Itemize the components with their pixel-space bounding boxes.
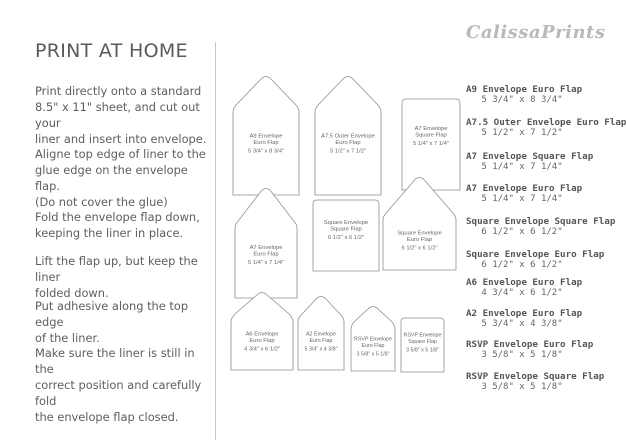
liner-name: Square Envelope [397,230,442,237]
liner-name: A9 Envelope [249,133,283,140]
legend-size: 5 1/4" x 7 1/4" [481,162,563,172]
legend-size: 3 5/8" x 5 1/8" [481,350,563,360]
liner-template [298,297,344,371]
liner-flap-type: Euro Flap [253,140,279,147]
liner-size: 6 1/2" x 6 1/2" [401,245,438,252]
legend-name: A9 Envelope Euro Flap [466,84,583,95]
legend-item [466,117,626,139]
liner-flap-type: Euro Flap [249,338,275,345]
legend-name: A7 Envelope Square Flap [466,151,594,162]
liner-flap-type: Square Flap [330,226,362,233]
legend-size: 6 1/2" x 6 1/2" [481,227,563,237]
legend-size: 5 3/4" x 8 3/4" [481,95,563,105]
legend-size: 4 3/4" x 6 1/2" [481,288,563,298]
liner-flap-type: Square Flap [415,132,447,139]
liner-flap-type: Euro Flap [335,140,361,147]
liner-template [233,77,299,196]
liner-flap-type: Euro Flap [406,236,433,243]
liner-name: A6 Envelope [245,331,279,338]
liner-size: 4 3/4" x 6 1/2" [243,346,281,353]
liner-size: 3 5/8" x 5 1/8" [356,351,390,358]
legend-item [466,277,583,299]
legend-name: Square Envelope Euro Flap [466,249,605,260]
liner-outline [235,189,297,299]
liner-name: A2 Envelope [305,331,337,338]
liner-template [402,99,460,190]
liner-template [313,200,379,271]
legend-name: RSVP Envelope Euro Flap [466,339,594,350]
legend-item [466,84,583,106]
liner-flap-type: Square Flap [408,338,437,345]
liner-size: 5 1/4" x 7 1/4" [247,260,285,267]
instruction-align: Aligne top edge of liner to the glue edge on the envelope flap. (Do not cover the glue) [35,147,206,209]
instruction-close: Make sure the liner is still in the correct position and carefully fold the envelope flap closed. [35,346,202,424]
liner-template [351,307,395,372]
legend-item [466,339,594,361]
legend-name: Square Envelope Square Flap [466,216,616,227]
liner-size: 5 1/4" x 7 1/4" [412,140,450,147]
instruction-lift: Lift the flap up, but keep the liner folded down. [35,254,198,300]
page-title: PRINT AT HOME [35,40,188,62]
liner-name: A7 Envelope [414,125,448,132]
liner-outline [401,318,444,372]
legend-name: A6 Envelope Euro Flap [466,277,583,288]
liner-flap-type: Euro Flap [309,338,333,345]
liner-template [315,77,381,196]
legend-item [466,216,616,238]
legend-item [466,151,594,173]
liner-template [235,189,297,299]
legend-size: 6 1/2" x 6 1/2" [481,260,563,270]
liner-name: Square Envelope [323,220,369,227]
instruction-adhesive: Put adhesive along the top edge of the liner. [35,299,189,345]
liner-flap-type: Euro Flap [253,251,279,258]
liner-size: 5 3/4" x 8 3/4" [247,148,285,155]
legend-name: RSVP Envelope Square Flap [466,371,605,382]
brand-logo: CalissaPrints [466,22,606,43]
legend-item [466,249,605,271]
liner-flap-type: Euro Flap [361,343,385,350]
legend-size: 5 1/2" x 7 1/2" [481,128,563,138]
instruction-print: Print directly onto a standard 8.5" x 11" sheet, and cut out your liner and insert into envelope. [35,84,207,146]
liner-outline [383,178,456,271]
liner-size: 5 1/2" x 7 1/2" [329,148,367,155]
legend-size: 5 3/4" x 4 3/8" [481,319,563,329]
liner-size: 6 1/2" x 6 1/2" [327,235,365,242]
legend-name: A7.5 Outer Envelope Euro Flap [466,117,626,128]
liner-name: RSVP Envelope [354,336,392,343]
legend-name: A2 Envelope Euro Flap [466,308,583,319]
legend-size: 5 1/4" x 7 1/4" [481,194,563,204]
liner-template [383,178,456,271]
liner-size: 5 3/4" x 4 3/8" [304,346,338,353]
liner-name: A7 Envelope [249,245,283,252]
legend-item [466,183,583,205]
liner-size: 3 5/8" x 5 1/8" [406,347,439,354]
liner-template [231,293,293,371]
legend-item [466,371,605,393]
legend-size: 3 5/8" x 5 1/8" [481,382,563,392]
liner-template [401,318,444,372]
legend-item [466,308,583,330]
liner-name: RSVP Envelope [403,332,442,339]
liner-name: A7.5 Outer Envelope [321,133,375,140]
instruction-fold: Fold the envelope flap down, keeping the liner in place. [35,210,200,240]
legend-name: A7 Envelope Euro Flap [466,183,583,194]
